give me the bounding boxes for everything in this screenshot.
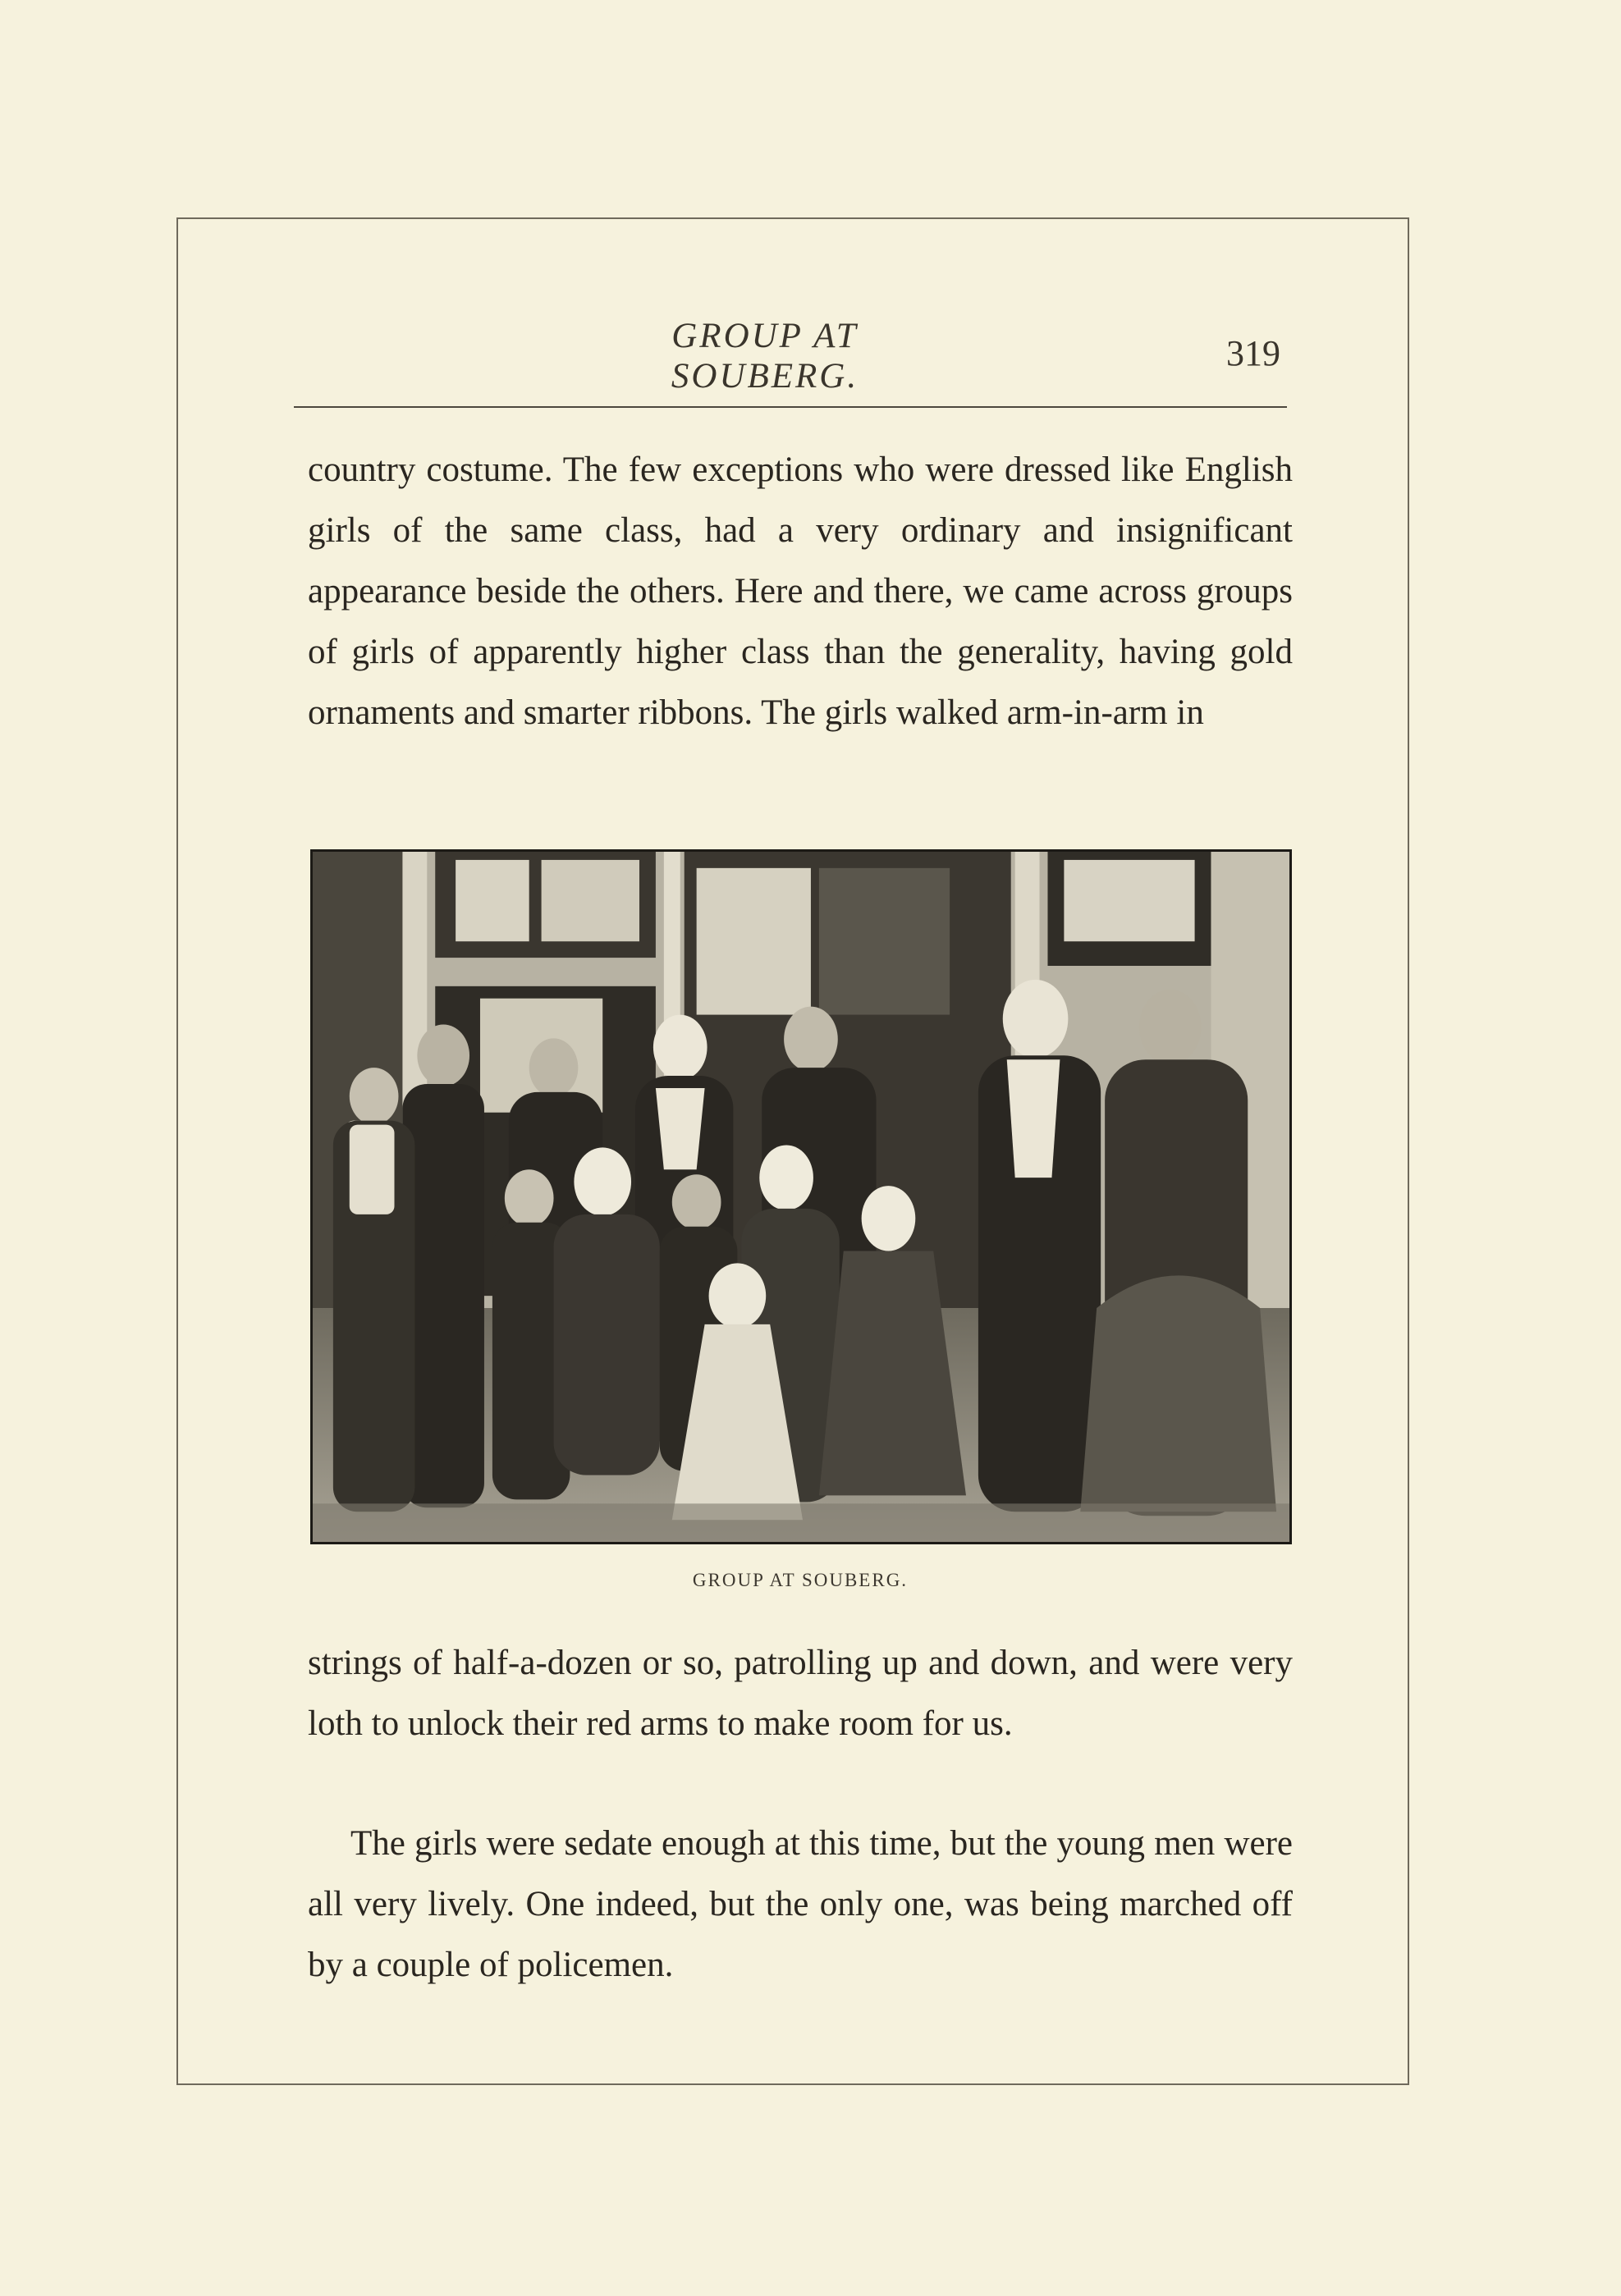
group-photograph — [310, 849, 1292, 1544]
photo-illustration — [313, 852, 1289, 1542]
paragraph-3: The girls were sedate enough at this time, but the young men were all very lively. One indeed, but the only one, was being marched off by a couple of policemen. — [308, 1824, 1293, 1984]
figure-caption: GROUP AT SOUBERG. — [692, 1570, 909, 1590]
running-head: GROUP AT SOUBERG. — [671, 317, 859, 396]
header-rule — [294, 406, 1287, 408]
page-number: 319 — [1226, 333, 1280, 373]
paragraph-1: country costume. The few exceptions who were dressed like English girls of the same class, had a very ordinary and insignificant appearance beside the others. Here and there, we came across groups of girls of apparently higher class than the generality, having gold ornaments and smarter ribbons. The girls walked arm-in-arm in — [308, 451, 1293, 732]
paragraph-2: strings of half-a-dozen or so, patrolling up and down, and were very loth to unlock their red arms to make room for us. — [308, 1644, 1293, 1743]
page-header — [295, 316, 1280, 396]
